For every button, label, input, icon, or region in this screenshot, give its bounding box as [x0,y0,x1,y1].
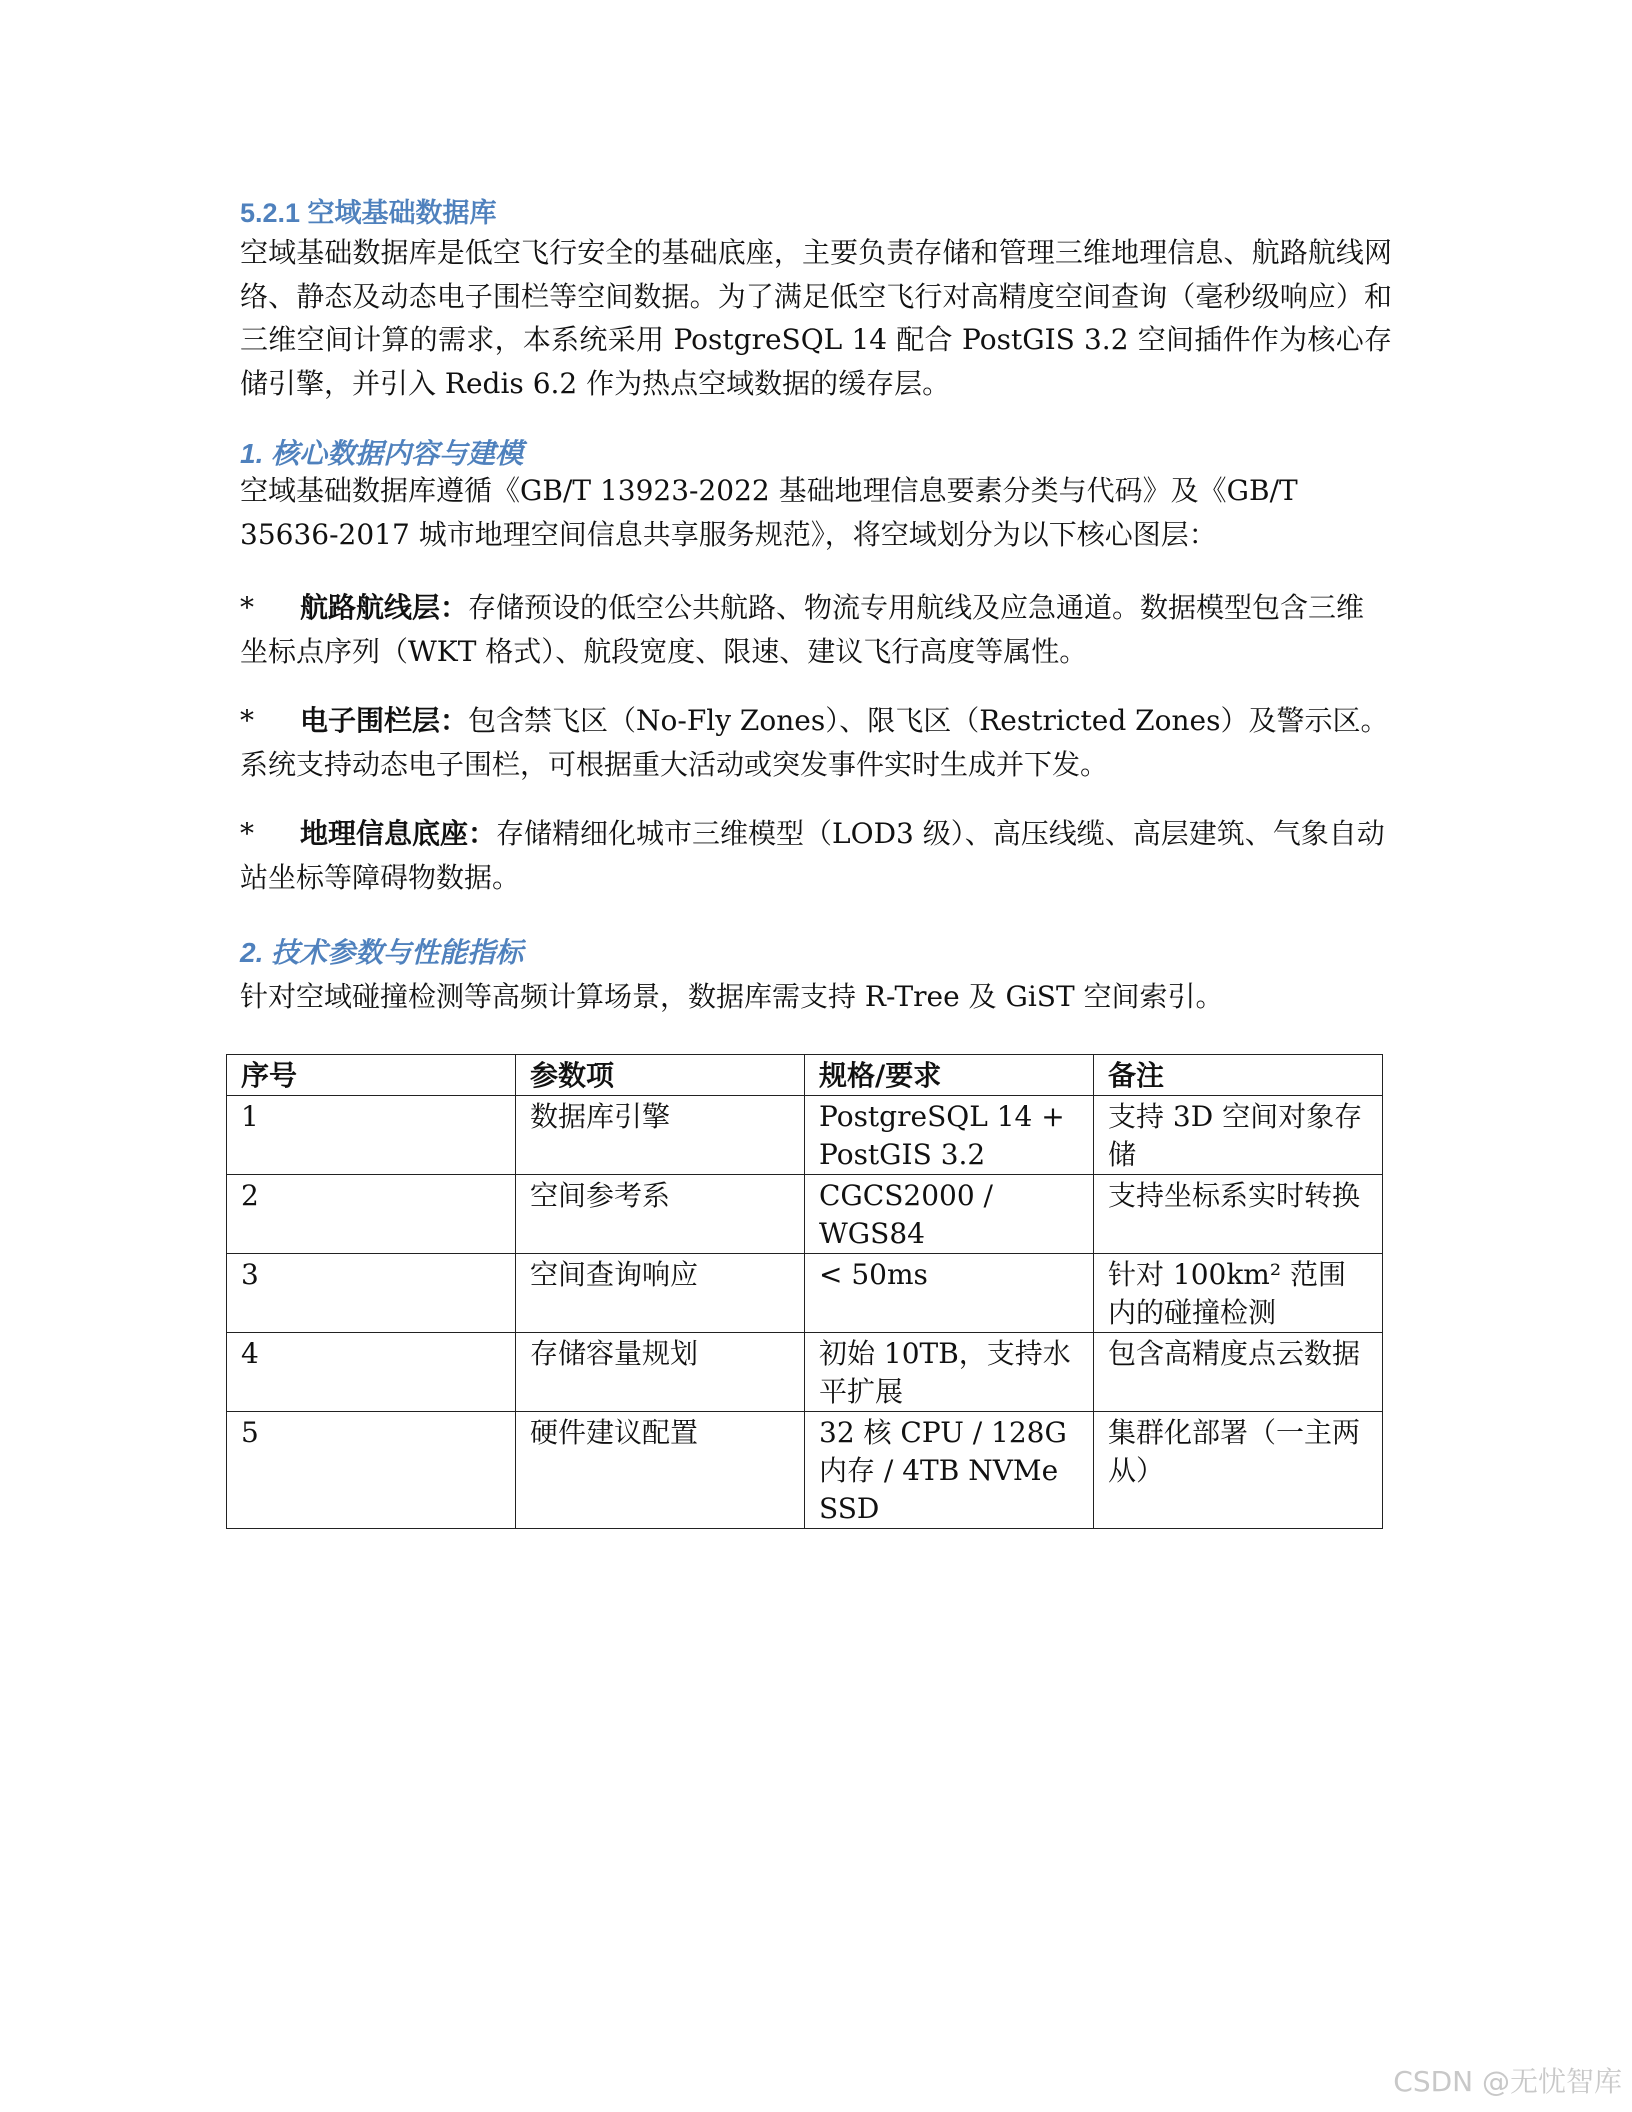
spec-table [226,1054,1383,1529]
section-intro-paragraph: 空域基础数据库是低空飞行安全的基础底座，主要负责存储和管理三维地理信息、航路航线网络、静态及动态电子围栏等空间数据。为了满足低空飞行对高精度空间查询（毫秒级响应）和三维空间计算的需求，本系统采用 PostgreSQL 14 配合 PostGIS 3.2 空间插件作为核心存储引擎，并引入 Redis 6.2 作为热点空域数据的缓存层。 [240,236,1392,400]
bullet-mark: * [240,817,254,850]
bullet-text: 包含禁飞区（No-Fly Zones）、限飞区（Restricted Zones）及警示区。系统支持动态电子围栏，可根据重大活动或突发事件实时生成并下发。 [240,704,1389,781]
header-spec: 规格/要求 [805,1055,1094,1096]
table-row [227,1333,1383,1412]
cell-parameter: 数据库引擎 [516,1096,805,1175]
part1-heading: 1. 核心数据内容与建模 [240,438,524,469]
bullet-text: 存储精细化城市三维模型（LOD3 级）、高压线缆、高层建筑、气象自动站坐标等障碍物数据。 [240,817,1385,894]
cell-index: 4 [227,1333,516,1412]
table-row [227,1412,1383,1529]
bullet-text: 存储预设的低空公共航路、物流专用航线及应急通道。数据模型包含三维坐标点序列（WKT 格式）、航段宽度、限速、建议飞行高度等属性。 [240,591,1365,668]
cell-note: 包含高精度点云数据 [1094,1333,1383,1412]
cell-note: 支持 3D 空间对象存储 [1094,1096,1383,1175]
cell-index: 5 [227,1412,516,1529]
cell-parameter: 存储容量规划 [516,1333,805,1412]
table-row [227,1096,1383,1175]
cell-spec: 32 核 CPU / 128G 内存 / 4TB NVMe SSD [805,1412,1094,1529]
header-note: 备注 [1094,1055,1383,1096]
part2-intro-paragraph: 针对空域碰撞检测等高频计算场景，数据库需支持 R-Tree 及 GiST 空间索引。 [240,980,1224,1013]
cell-spec: < 50ms [805,1254,1094,1333]
cell-spec: CGCS2000 / WGS84 [805,1175,1094,1254]
header-parameter: 参数项 [516,1055,805,1096]
cell-index: 3 [227,1254,516,1333]
bullet-item-geo-base [240,812,1392,899]
table-row [227,1175,1383,1254]
cell-note: 针对 100km² 范围内的碰撞检测 [1094,1254,1383,1333]
cell-index: 2 [227,1175,516,1254]
cell-spec: PostgreSQL 14 + PostGIS 3.2 [805,1096,1094,1175]
bullet-item-geofence-layer [240,699,1392,786]
header-index: 序号 [227,1055,516,1096]
bullet-mark: * [240,704,254,737]
part1-intro-paragraph: 空域基础数据库遵循《GB/T 13923-2022 基础地理信息要素分类与代码》及《GB/T 35636-2017 城市地理空间信息共享服务规范》，将空域划分为以下核心图层： [240,474,1298,551]
part2-heading: 2. 技术参数与性能指标 [240,937,524,968]
cell-note: 集群化部署（一主两从） [1094,1412,1383,1529]
bullet-mark: * [240,591,254,624]
cell-parameter: 硬件建议配置 [516,1412,805,1529]
table-header-row [227,1055,1383,1096]
bullet-item-route-layer [240,586,1392,673]
bullet-title: 电子围栏层： [300,704,469,737]
bullet-title: 地理信息底座： [300,817,497,850]
cell-note: 支持坐标系实时转换 [1094,1175,1383,1254]
table-row [227,1254,1383,1333]
watermark: CSDN @无忧智库 [1393,2065,1622,2098]
cell-parameter: 空间查询响应 [516,1254,805,1333]
section-heading: 5.2.1 空域基础数据库 [240,198,497,228]
cell-spec: 初始 10TB，支持水平扩展 [805,1333,1094,1412]
cell-parameter: 空间参考系 [516,1175,805,1254]
bullet-title: 航路航线层： [300,591,469,624]
cell-index: 1 [227,1096,516,1175]
